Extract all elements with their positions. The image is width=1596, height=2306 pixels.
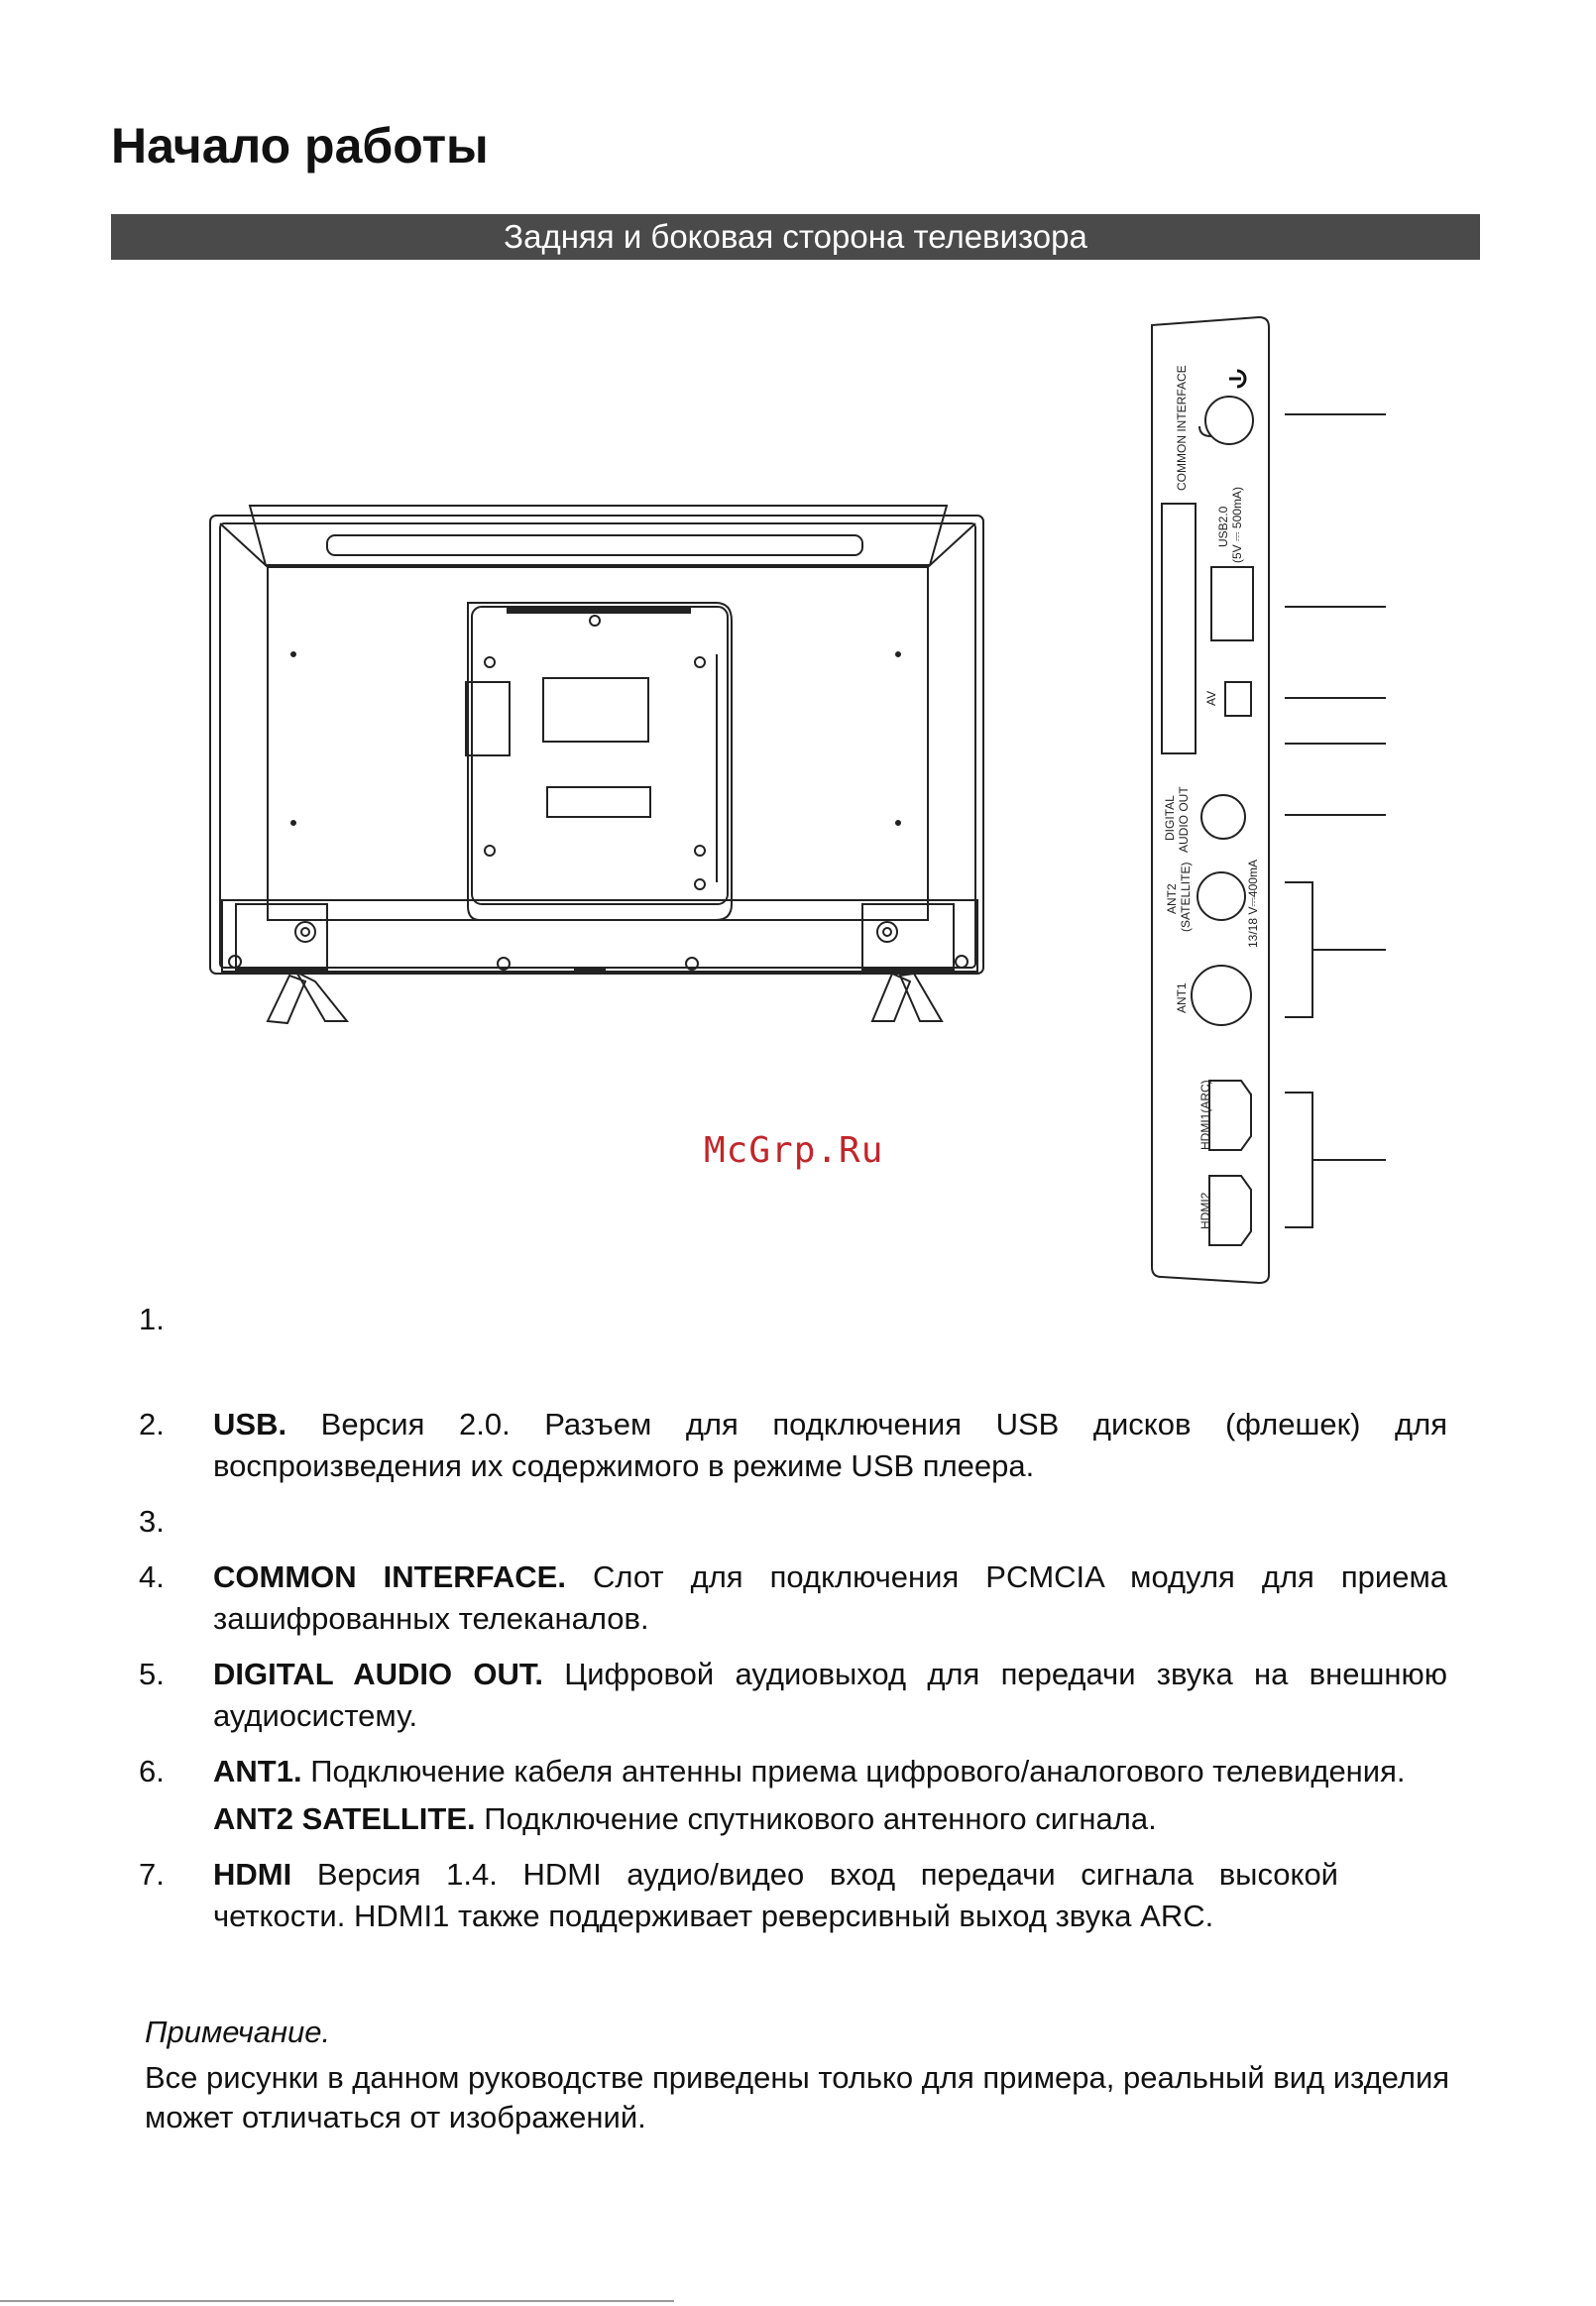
item-text: Подключение кабеля антенны приема цифрового/аналогового телевидения. [301,1754,1406,1788]
section-header: Задняя и боковая сторона телевизора [111,214,1480,260]
item-number: 3. [139,1504,165,1539]
panel-power-icon [1229,371,1245,387]
label-ant1: ANT1 [1175,982,1189,1013]
item-number: 2. [139,1407,165,1441]
label-ant2: ANT2 [1165,883,1179,914]
item-title: COMMON INTERFACE. [213,1559,566,1594]
item-text: Цифровой аудиовыход для передачи звука на внешнюю аудиосистему. [213,1657,1447,1733]
label-ant2-power: 13/18 V⎓400mA [1246,860,1260,948]
item-title: ANT1. [213,1754,302,1788]
page-title: Начало работы [111,118,489,173]
label-av: AV [1204,690,1218,706]
item-text: Версия 2.0. Разъем для подключения USB дисков (флешек) для воспроизведения их содержимого в режиме USB плеера. [213,1407,1447,1483]
item-title: USB. [213,1407,287,1441]
note-text: Все рисунки в данном руководстве приведены только для примера, реальный вид изделия может отличаться от изображений. [145,2060,1450,2134]
item-text: Подключение спутникового антенного сигнала. [475,1801,1157,1836]
tv-back-view [210,506,983,1023]
label-digital-2: AUDIO OUT [1177,786,1191,853]
connector-list [139,1299,1447,1937]
list-item [139,1404,1447,1487]
item-number: 6. [139,1754,165,1788]
item-title: HDMI [213,1857,292,1892]
item-title: ANT2 SATELLITE. [213,1801,476,1836]
label-hdmi2: HDMI2 [1198,1192,1212,1229]
label-digital-1: DIGITAL [1163,795,1177,841]
footer-divider [0,2300,674,2302]
label-usb: USB2.0 [1216,506,1230,547]
item-title: DIGITAL AUDIO OUT. [213,1657,544,1691]
item-text: Версия 1.4. HDMI аудио/видео вход передачи сигнала высокой четкости. HDMI1 также поддерживает реверсивный выход звука ARC. [213,1857,1338,1933]
list-item [139,1854,1447,1937]
label-hdmi1: HDMI1(ARC) [1198,1080,1212,1150]
item-text: Слот для подключения PCMCIA модуля для приема зашифрованных телеканалов. [213,1559,1447,1636]
watermark: McGrp.Ru [704,1130,884,1171]
note-heading: Примечание. [145,2015,331,2049]
list-item [139,1557,1447,1640]
label-common-interface: COMMON INTERFACE [1175,365,1189,491]
list-item [139,1501,1447,1543]
item-number: 5. [139,1657,165,1691]
list-item [139,1751,1447,1792]
note [145,2013,1533,2137]
item-number: 7. [139,1857,165,1892]
label-ant2-sat: (SATELLITE) [1179,862,1193,932]
item-number: 4. [139,1559,165,1594]
list-item [139,1798,1447,1840]
list-item [139,1654,1447,1737]
item-number: 1. [139,1302,165,1336]
label-usb-spec: (5V ⎓ 500mA) [1230,487,1244,563]
